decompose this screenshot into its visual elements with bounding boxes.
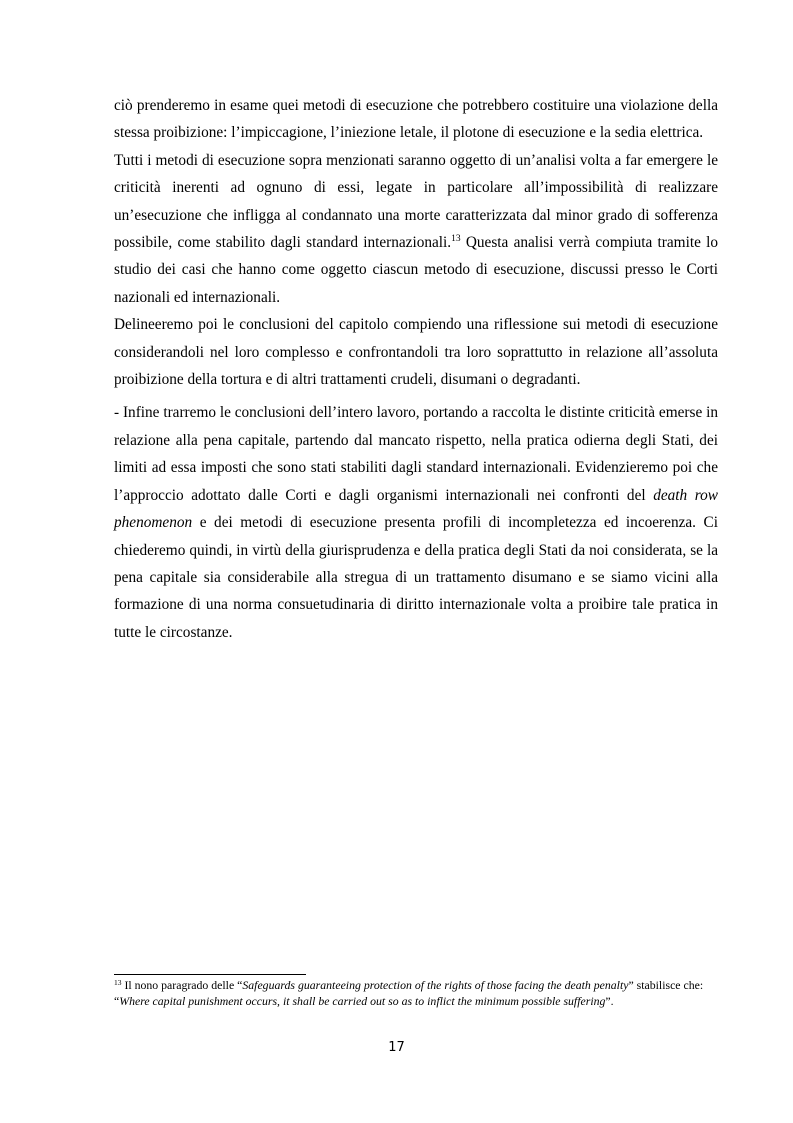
body-text bbox=[114, 92, 718, 646]
paragraph-analysis-text-2: Questa analisi verrà compiuta tramite lo studio dei casi che hanno come oggetto ciascun metodo di esecuzione, discussi presso le Corti nazionali ed internazionali. bbox=[114, 234, 718, 306]
footnote-13 bbox=[114, 978, 718, 1009]
italic-term: death row phenomenon bbox=[114, 486, 718, 532]
paragraph-chapter-conclusions: Delineeremo poi le conclusioni del capitolo compiendo una riflessione sui metodi di esecuzione considerandoli nel loro complesso e confrontandoli tra loro soprattutto in relazione all’assoluta proibizione della tortura e di altri trattamenti crudeli, disumani o degradanti. bbox=[114, 316, 718, 389]
footnote-text-3: ”. bbox=[605, 993, 614, 1008]
paragraph-analysis bbox=[114, 147, 718, 311]
footnote-italic-quote: Where capital punishment occurs, it shall be carried out so as to inflict the minimum possible suffering bbox=[119, 993, 606, 1008]
footnote-italic-title: Safeguards guaranteeing protection of the rights of those facing the death penalty bbox=[242, 978, 629, 992]
paragraph-analysis-text-1: Tutti i metodi di esecuzione sopra menzionati saranno oggetto di un’analisi volta a far emergere le criticità inerenti ad ognuno di essi, legate in particolare all’impossibilità di realizzare un’esecuzione che infligga al condannato una morte caratterizzata dal minor grado di sofferenza possibile, come stabilito dagli standard internazionali. bbox=[114, 151, 718, 252]
paragraph-final-text-2: e dei metodi di esecuzione presenta profili di incompletezza ed incoerenza. Ci chiederemo quindi, in virtù della giurisprudenza e della pratica degli Stati da noi considerata, se la pena capitale sia considerabile alla stregua di un trattamento disumano e se siamo vicini alla formazione di una norma consuetudinaria di diritto internazionale volta a proibire tale pratica in tutte le circostanze. bbox=[114, 514, 718, 641]
footnote-text-2: ” stabilisce che: “ bbox=[114, 978, 704, 1008]
paragraph-final-conclusions bbox=[114, 399, 718, 646]
footnote-number: 13 bbox=[114, 978, 122, 987]
footnote-reference[interactable]: 13 bbox=[451, 234, 461, 245]
footnote-separator bbox=[114, 974, 306, 975]
paragraph-execution-methods: ciò prenderemo in esame quei metodi di esecuzione che potrebbero costituire una violazione della stessa proibizione: l’impiccagione, l’iniezione letale, il plotone di esecuzione e la sedia elettrica. bbox=[114, 97, 718, 142]
footnote-text-1: Il nono paragrado delle “ bbox=[121, 978, 243, 992]
paragraph-final-text-1: - Infine trarremo le conclusioni dell’intero lavoro, portando a raccolta le distinte criticità emerse in relazione alla pena capitale, partendo dal mancato rispetto, nella pratica odierna degli Stati, dei limiti ad essa imposti che sono stati stabiliti dagli standard internazionali. Evidenzieremo poi che l’approccio adottato dalle Corti e dagli organismi internazionali nei confronti del bbox=[114, 404, 718, 504]
page-number: 17 bbox=[388, 1040, 405, 1055]
